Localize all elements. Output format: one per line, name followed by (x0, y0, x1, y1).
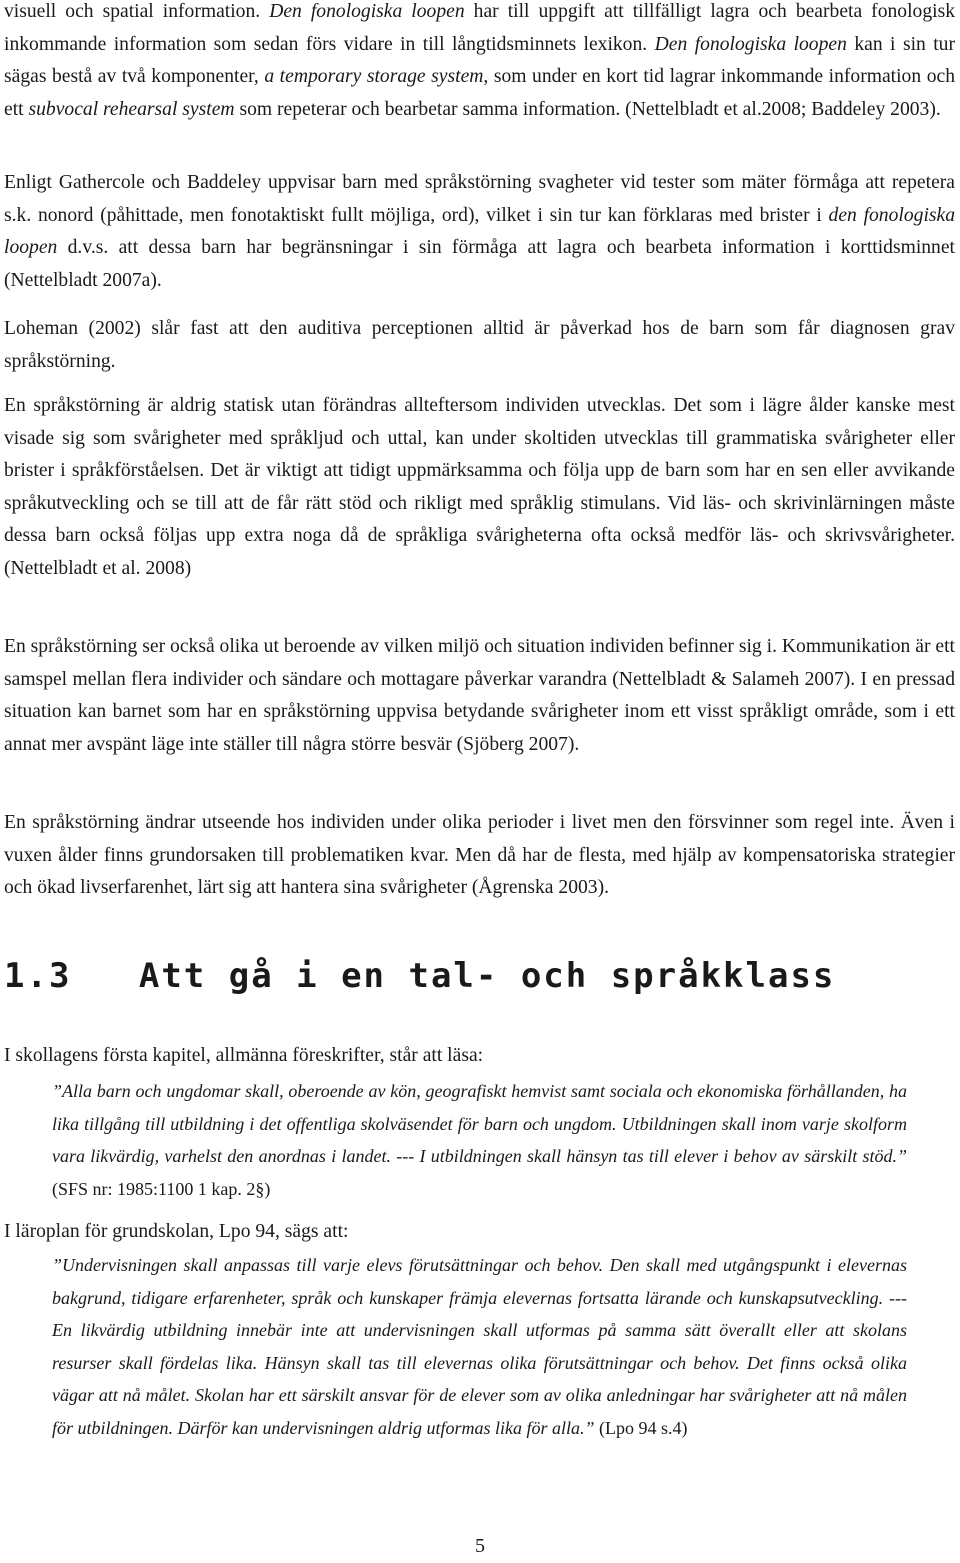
paragraph-environment: En språkstörning ser också olika ut beroende av vilken miljö och situation individen befinner sig i. Kommunikation är ett samspel mellan flera individer och sändare och mottagare påverkar varandra (Nettelbladt & Salameh 2007). I en pressad situation kan barnet som har en språkstörning uppvisa betydande svårigheter inom ett visst språkligt område, som i ett annat mer avspänt läge inte ställer till några större besvär (Sjöberg 2007). (4, 636, 955, 755)
intro-curriculum: I läroplan för grundskolan, Lpo 94, sägs att: (4, 1221, 349, 1242)
quote-citation: (SFS nr: 1985:1100 1 kap. 2§) (52, 1178, 271, 1199)
italic-term: den fonologiska loopen (4, 204, 956, 258)
text-span: som repeterar och bearbetar samma information. (Nettelbladt et al.2008; Baddeley 2003). (234, 98, 941, 120)
italic-term: Den fonologiska loopen (654, 33, 847, 55)
intro-school-law: I skollagens första kapitel, allmänna föreskrifter, står att läsa: (4, 1045, 484, 1066)
section-title: Att gå i en tal- och språkklass (138, 956, 836, 996)
quote-text: ”Alla barn och ungdomar skall, oberoende av kön, geografiskt hemvist samt sociala och ekonomiska förhållanden, ha lika tillgång till utbildning i det offentliga skolväsendet för barn och ungdom. Utbildningen skall inom varje skolform vara likvärdig, varhelst den anordnas i landet. --- I utbildningen skall hänsyn tas till elever i behov av särskilt stöd.” (52, 1081, 907, 1166)
text-span: visuell och spatial information. (4, 1, 270, 22)
quote-text: ”Undervisningen skall anpassas till varje elevs förutsättningar och behov. Den skall med utgångspunkt i elevernas bakgrund, tidigare erfarenheter, språk och kunskaper främja elevernas fortsatta lärande och kunskapsutveckling. --- En likvärdig utbildning innebär inte att undervisningen skall utformas på samma sätt överallt eller att skolans resurser skall fördelas lika. Hänsyn skall tas till elevernas olika förutsättningar och behov. Det finns också olika vägar att nå målet. Skolan har ett särskilt ansvar för de elever som av olika anledningar har svårigheter att nå målen för utbildningen. Därför kan undervisningen aldrig utformas lika för alla.” (52, 1255, 907, 1438)
italic-term: a temporary storage system, (264, 66, 489, 87)
quote-citation: (Lpo 94 s.4) (594, 1417, 688, 1438)
page-number: 5 (475, 1535, 485, 1557)
section-heading (4, 956, 835, 996)
paragraph-development: En språkstörning är aldrig statisk utan förändras allteftersom individen utvecklas. Det som i lägre ålder kanske mest visade sig som svårigheter med språkljud och uttal, kan under skoltiden utvecklas till grammatiska svårigheter eller brister i språkförståelsen. Det är viktigt att tidigt uppmärksamma och följa upp de barn som har en sen eller avvikande språkutveckling och se till att de får rätt stöd och rikligt med språklig stimulans. Vid läs- och skrivinlärningen måste dessa barn också följas upp extra noga då de språkliga svårigheterna ofta också medför läs- och skrivsvårigheter. (Nettelbladt et al. 2008) (4, 395, 955, 579)
text-span: kan i sin tur sägas bestå av två komponenter, (4, 33, 956, 87)
text-span: har till uppgift att tillfälligt lagra och bearbeta fonologisk inkommande information som sedan förs vidare in till långtidsminnets lexikon. (4, 1, 956, 55)
section-number: 1.3 (4, 956, 72, 996)
text-span: Enligt Gathercole och Baddeley uppvisar barn med språkstörning svagheter vid tester som mäter förmåga att repetera s.k. nonord (påhittade, men fonotaktiskt fullt möjliga, ord), vilket i sin tur kan förklaras med brister i (4, 172, 955, 226)
quote-curriculum (52, 1249, 907, 1444)
paragraph-loheman: Loheman (2002) slår fast att den auditiva perceptionen alltid är påverkad hos de barn som får diagnosen grav språkstörning. (4, 318, 955, 372)
paragraph-gathercole-baddeley (4, 167, 955, 297)
paragraph-phonological-loop (4, 0, 955, 126)
text-span: d.v.s. att dessa barn har begränsningar i sin förmåga att lagra och bearbeta information i korttidsminnet (Nettelbladt 2007a). (4, 237, 955, 291)
quote-school-law (52, 1075, 907, 1205)
paragraph-adulthood: En språkstörning ändrar utseende hos individen under olika perioder i livet men den försvinner som regel inte. Även i vuxen ålder finns grundorsaken till problematiken kvar. Men då har de flesta, med hjälp av kompensatoriska strategier och ökad livserfarenhet, lärt sig att hantera sina svårigheter (Ågrenska 2003). (4, 812, 955, 898)
italic-term: Den fonologiska loopen (269, 1, 465, 22)
italic-term: subvocal rehearsal system (28, 98, 235, 120)
text-span: som under en kort tid lagrar inkommande information och ett (4, 66, 955, 120)
